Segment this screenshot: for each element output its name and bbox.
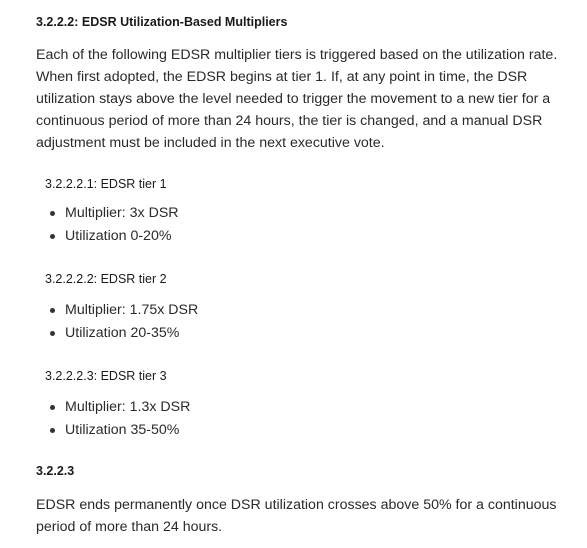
intro-line: When first adopted, the EDSR begins at tier 1. If, at any point in time, the DSR [36, 69, 528, 85]
list-item [48, 202, 179, 225]
final-section-line: period of more than 24 hours. [36, 519, 223, 535]
list-item [48, 396, 190, 419]
list-item-text: Utilization 20-35% [65, 325, 180, 341]
list-item-text: Multiplier: 1.3x DSR [65, 399, 191, 415]
intro-paragraph [36, 44, 581, 154]
list-item-text: Multiplier: 1.75x DSR [65, 302, 199, 318]
final-section-line: EDSR ends permanently once DSR utilization crosses above 50% for a continuous [36, 497, 557, 513]
bullet-icon [50, 308, 55, 313]
bullet-icon [50, 405, 55, 410]
tier-2-list [48, 299, 198, 345]
intro-line: Each of the following EDSR multiplier tiers is triggered based on the utilization rate. [36, 47, 558, 63]
list-item [48, 299, 198, 322]
tier-1-heading: 3.2.2.2.1: EDSR tier 1 [45, 177, 167, 191]
bullet-icon [50, 428, 55, 433]
tier-3-list [48, 396, 190, 442]
tier-2-heading: 3.2.2.2.2: EDSR tier 2 [45, 272, 167, 286]
bullet-icon [50, 331, 55, 336]
tier-1-list [48, 202, 179, 248]
bullet-icon [50, 211, 55, 216]
final-section-number: 3.2.2.3 [36, 464, 75, 478]
intro-line: continuous period of more than 24 hours, the tier is changed, and a manual DSR [36, 113, 543, 129]
list-item-text: Utilization 0-20% [65, 228, 172, 244]
bullet-icon [50, 234, 55, 239]
final-section-paragraph [36, 494, 581, 538]
intro-line: utilization stays above the level needed to trigger the movement to a new tier for a [36, 91, 551, 107]
list-item-text: Multiplier: 3x DSR [65, 205, 179, 221]
intro-line: adjustment must be included in the next executive vote. [36, 135, 385, 151]
section-heading: 3.2.2.2: EDSR Utilization-Based Multipliers [36, 15, 288, 29]
list-item [48, 419, 190, 442]
list-item [48, 322, 198, 345]
tier-3-heading: 3.2.2.2.3: EDSR tier 3 [45, 369, 167, 383]
list-item [48, 225, 179, 248]
list-item-text: Utilization 35-50% [65, 422, 180, 438]
